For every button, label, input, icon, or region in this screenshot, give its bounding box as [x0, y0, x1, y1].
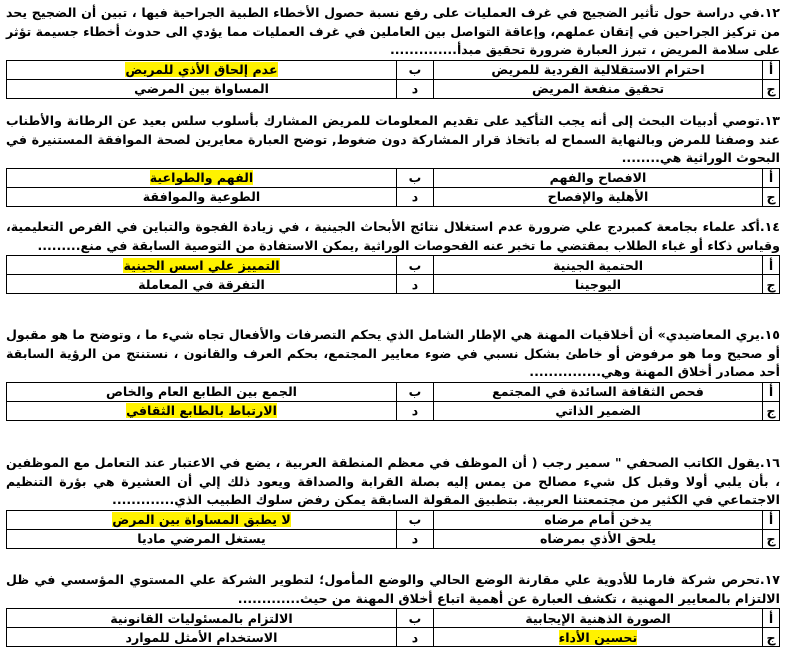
option-letter: أ — [763, 510, 780, 529]
option-letter: د — [397, 401, 434, 420]
option-letter: د — [397, 187, 434, 206]
question-17 — [6, 571, 780, 647]
option-letter: د — [397, 275, 434, 294]
option-letter: ب — [397, 168, 434, 187]
option-letter: ج — [763, 628, 780, 647]
option-c-highlighted[interactable]: تحسين الأداء — [558, 629, 638, 645]
options-table — [6, 382, 780, 421]
option-d[interactable]: يستغل المرضي ماديا — [7, 529, 397, 548]
options-table — [6, 255, 780, 294]
option-letter: أ — [763, 256, 780, 275]
option-b-highlighted[interactable]: الفهم والطواعية — [149, 170, 254, 185]
options-table — [6, 60, 780, 99]
option-letter: ب — [397, 60, 434, 79]
option-letter: ج — [763, 187, 780, 206]
option-d[interactable]: الطوعية والموافقة — [7, 187, 397, 206]
question-16 — [6, 454, 780, 549]
question-15 — [6, 326, 780, 421]
option-letter: د — [397, 79, 434, 98]
option-c[interactable]: تحقيق منفعة المريض — [434, 79, 763, 98]
question-text: ١٣.توصي أدبيات البحث إلى أنه يجب التأكيد على تقديم المعلومات للمريض المشارك بأسلوب سلس بعيد عن الرطانة والأطناب عند وصفنا للمرض وبالنهاية السماح له باتخاذ قرار المشاركة دون ضغوط, توضح العبارة معايرين لصحة الموافقة المستنيرة في البحوث الوراثية هي........ — [6, 113, 780, 165]
option-a[interactable]: فحص الثقافة السائدة في المجتمع — [434, 382, 763, 401]
option-letter: أ — [763, 382, 780, 401]
option-d-highlighted[interactable]: الارتباط بالطابع الثقافي — [126, 403, 277, 418]
option-letter: ج — [763, 275, 780, 294]
question-12 — [6, 4, 780, 99]
option-letter: أ — [763, 609, 780, 628]
option-b-highlighted[interactable]: عدم إلحاق الأذي للمريض — [125, 62, 278, 77]
option-c[interactable]: الأهلية والإفصاح — [434, 187, 763, 206]
question-text: ١٧.تحرص شركة فارما للأدوية علي مقارنة الوضع الحالي والوضع المأمول؛ لتطوير الشركة علي المستوي المؤسسي في ظل الالتزام بالمعايير المهنية ، تكشف العبارة عن أهمية اتباع أخلاق المهنة من حيث............. — [6, 572, 780, 606]
question-text: ١٤.أكد علماء بجامعة كمبردج علي ضرورة عدم استغلال نتائج الأبحاث الجينية ، في زيادة الفجوة والتباين في الفرص التعليمية، وقياس ذكاء أو غباء الطلاب بمقتضي ما تخبر عنه الفحوصات الوراثية ,يمكن الاستفادة من التوصية السابقة في منع......... — [6, 219, 780, 253]
option-d[interactable]: التفرقة في المعاملة — [7, 275, 397, 294]
options-table — [6, 510, 780, 549]
option-b-highlighted[interactable]: التمييز علي اسس الجينية — [123, 257, 280, 273]
option-letter: ج — [763, 401, 780, 420]
option-a[interactable]: يدخن أمام مرضاه — [434, 510, 763, 529]
question-13 — [6, 112, 780, 207]
option-c[interactable]: الضمير الذاتي — [434, 401, 763, 420]
question-text: ١٦.يقول الكاتب الصحفي " سمير رجب ( أن الموظف في معظم المنطقة العربية ، يضع في الاعتبار عند التعامل مع الموظفين ، بأن يلبي أولا وقبل كل شيء مصالح من يمس إليه بصلة القرابة والصداقة ويعود ذلك إلي أن العشيرة هي بؤرة التنظيم الاجتماعي في الكثير من مجتمعتنا العربية. بتطبيق المقولة السابقة يمكن رفض سلوك الطبيب الذي............. — [6, 455, 780, 507]
option-a[interactable]: الصورة الذهنية الإيجابية — [434, 609, 763, 628]
option-b[interactable]: الالتزام بالمسئوليات القانونية — [7, 609, 397, 628]
option-a[interactable]: الافصاح والفهم — [434, 168, 763, 187]
option-a[interactable]: الحتمية الجينية — [434, 256, 763, 275]
option-letter: د — [397, 529, 434, 548]
option-letter: ب — [397, 609, 434, 628]
option-letter: ج — [763, 529, 780, 548]
option-d[interactable]: الاستخدام الأمثل للموارد — [7, 628, 397, 647]
question-14 — [6, 218, 780, 294]
option-b[interactable]: الجمع بين الطابع العام والخاص — [7, 382, 397, 401]
option-letter: ب — [397, 382, 434, 401]
options-table — [6, 168, 780, 207]
option-letter: أ — [763, 60, 780, 79]
option-letter: ب — [397, 510, 434, 529]
option-c[interactable]: اليوجينا — [434, 275, 763, 294]
option-d[interactable]: المساواة بين المرضي — [7, 79, 397, 98]
options-table — [6, 608, 780, 647]
question-text: ١٢.في دراسة حول تأثير الضجيج في غرف العمليات على رفع نسبة حصول الأخطاء الطبية الجراحية فيها ، تبين أن الضجيج يحد من تركيز الجراحين في إتقان عملهم، وإعاقة التواصل بين العاملين في غرف العمليات مما يؤدي الى حدوث أخطاء جسيمة تؤثر على سلامة المريض ، تبرز العبارة ضرورة تحقيق مبدأ.............. — [6, 5, 780, 57]
option-letter: ج — [763, 79, 780, 98]
question-text: ١٥.يري المعاضيدي» أن أخلاقيات المهنة هي الإطار الشامل الذي يحكم التصرفات والأفعال تجاه شيء ما ، وتوضح ما هو مقبول أو صحيح وما هو مرفوض أو خاطئ بشكل نسبي في ضوء معايير المجتمع، بحكم العرف والقانون ، نستنتج من الرؤية السابقة أحد مصادر أخلاق المهنة وهي............... — [6, 327, 780, 379]
option-c[interactable]: يلحق الأذي بمرضاه — [434, 529, 763, 548]
option-letter: أ — [763, 168, 780, 187]
option-b-highlighted[interactable]: لا يطبق المساواة بين المرض — [112, 512, 291, 527]
option-a[interactable]: احترام الاستقلالية الفردية للمريض — [434, 60, 763, 79]
option-letter: د — [397, 628, 434, 647]
option-letter: ب — [397, 256, 434, 275]
